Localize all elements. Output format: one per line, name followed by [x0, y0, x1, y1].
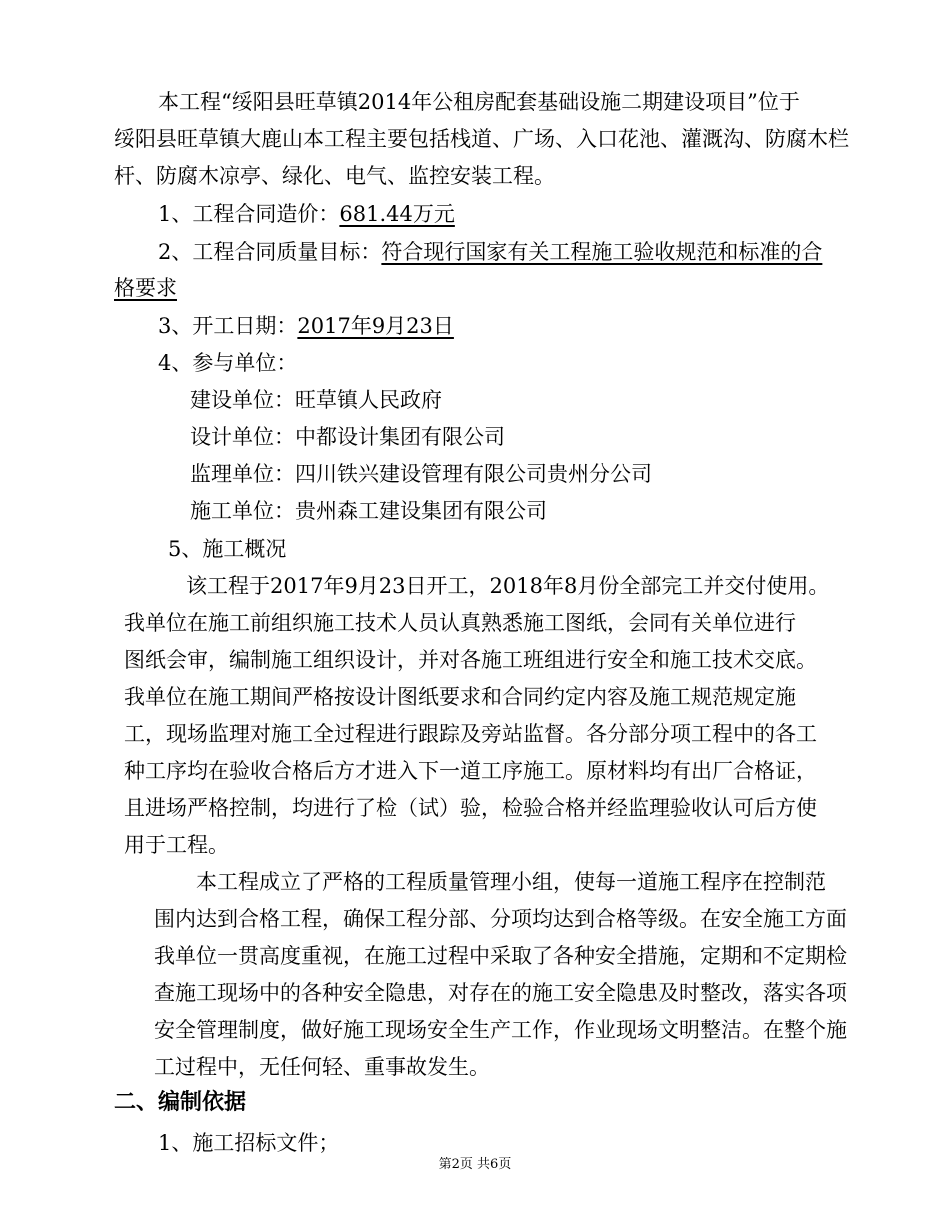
unit-construction-owner: 建设单位：旺草镇人民政府	[190, 388, 442, 412]
overview-p2-line: 工过程中，无任何轻、重事故发生。	[154, 1055, 490, 1079]
basis-item-1: 1、施工招标文件；	[158, 1131, 340, 1155]
overview-p1-line: 工，现场监理对施工全过程进行跟踪及旁站监督。各分部分项工程中的各工	[124, 722, 817, 746]
quality-target-continuation	[114, 274, 177, 302]
overview-p2-line: 安全管理制度，做好施工现场安全生产工作，作业现场文明整洁。在整个施	[154, 1018, 847, 1042]
contract-price-value: 681.44万元	[339, 202, 455, 226]
contract-price-item	[158, 200, 455, 228]
overview-p1-line: 我单位在施工期间严格按设计图纸要求和合同约定内容及施工规范规定施	[124, 685, 796, 709]
contract-price-label: 1、工程合同造价：	[158, 202, 340, 226]
quality-target-label: 2、工程合同质量目标：	[158, 240, 382, 264]
unit-designer: 设计单位：中都设计集团有限公司	[190, 425, 505, 449]
overview-p1-line: 我单位在施工前组织施工技术人员认真熟悉施工图纸，会同有关单位进行	[124, 611, 796, 635]
overview-p1-line: 用于工程。	[124, 833, 229, 857]
unit-contractor: 施工单位：贵州森工建设集团有限公司	[190, 499, 547, 523]
intro-line-1: 本工程“绥阳县旺草镇2014年公租房配套基础设施二期建设项目”位于	[158, 90, 800, 114]
quality-target-value-1: 符合现行国家有关工程施工验收规范和标准的合	[381, 240, 823, 264]
section-heading: 二、编制依据	[114, 1090, 247, 1115]
page-footer: 第2页 共6页	[438, 1157, 512, 1172]
intro-line-2: 绥阳县旺草镇大鹿山本工程主要包括栈道、广场、入口花池、灌溉沟、防腐木栏	[114, 127, 849, 151]
start-date-item	[158, 312, 454, 340]
participating-units-label: 4、参与单位：	[158, 351, 298, 375]
quality-target-value-2: 格要求	[114, 276, 177, 300]
overview-p2-line: 围内达到合格工程，确保工程分部、分项均达到合格等级。在安全施工方面	[154, 907, 847, 931]
overview-p2-line: 我单位一贯高度重视，在施工过程中采取了各种安全措施，定期和不定期检	[154, 944, 847, 968]
overview-p1-line: 该工程于2017年9月23日开工，2018年8月份全部完工并交付使用。	[186, 574, 830, 598]
start-date-label: 3、开工日期：	[158, 314, 298, 338]
overview-p1-line: 且进场严格控制，均进行了检（试）验，检验合格并经监理验收认可后方使	[124, 796, 817, 820]
overview-p2-line: 查施工现场中的各种安全隐患，对存在的施工安全隐患及时整改，落实各项	[154, 981, 847, 1005]
overview-title: 5、施工概况	[168, 537, 287, 561]
start-date-value: 2017年9月23日	[297, 314, 454, 338]
quality-target-item	[158, 238, 822, 266]
overview-p2-line: 本工程成立了严格的工程质量管理小组，使每一道施工程序在控制范	[196, 870, 826, 894]
overview-p1-line: 图纸会审，编制施工组织设计，并对各施工班组进行安全和施工技术交底。	[124, 648, 817, 672]
overview-p1-line: 种工序均在验收合格后方才进入下一道工序施工。原材料均有出厂合格证，	[124, 759, 817, 783]
unit-supervisor: 监理单位：四川铁兴建设管理有限公司贵州分公司	[190, 462, 652, 486]
intro-line-3: 杆、防腐木凉亭、绿化、电气、监控安装工程。	[114, 164, 555, 188]
